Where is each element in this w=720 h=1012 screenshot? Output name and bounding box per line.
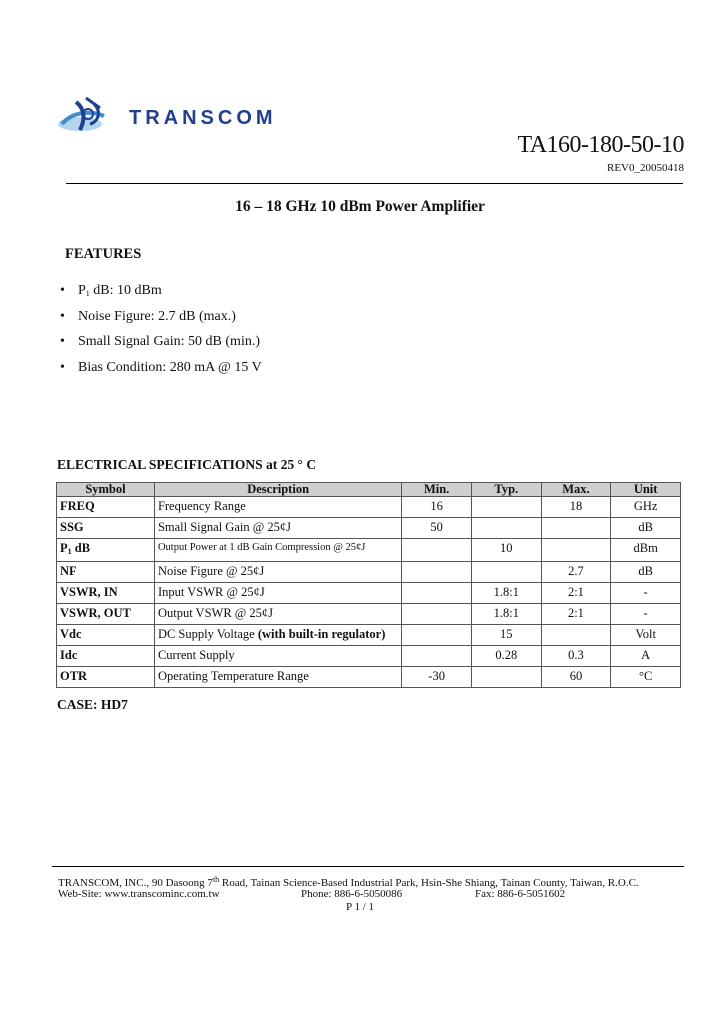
- bullet: •: [60, 308, 65, 324]
- cell-typ: 1.8:1: [471, 604, 541, 625]
- cell-min: [402, 604, 472, 625]
- cell-typ: [471, 562, 541, 583]
- feature-item: [60, 309, 262, 335]
- table-header-row: [57, 483, 681, 497]
- feature-subscript: 1: [85, 289, 90, 298]
- cell-symbol: [57, 646, 155, 667]
- footer-company-text: TRANSCOM, INC., 90 Dasoong 7: [58, 877, 213, 889]
- header-divider: [66, 183, 683, 184]
- cell-description: [154, 625, 401, 646]
- column-header: Typ.: [471, 483, 541, 497]
- cell-description: [154, 497, 401, 518]
- footer-company-text: Road, Tainan Science-Based Industrial Park, Hsin-She Shiang, Tainan County, Taiwan, R.O.C.: [219, 877, 639, 889]
- symbol-text: NF: [60, 564, 77, 578]
- cell-typ: [471, 667, 541, 688]
- brand-name: TRANSCOM: [129, 107, 277, 129]
- case-label: CASE: HD7: [57, 697, 128, 712]
- feature-text: Noise Figure: 2.7 dB (max.): [78, 308, 236, 324]
- cell-description: [154, 667, 401, 688]
- cell-min: [402, 646, 472, 667]
- footer-phone: Phone: 886-6-5050086: [301, 888, 403, 900]
- cell-symbol: [57, 562, 155, 583]
- bullet: •: [60, 359, 65, 375]
- symbol-text: VSWR, OUT: [60, 606, 131, 620]
- description-text: Frequency Range: [157, 499, 246, 513]
- cell-min: [402, 539, 472, 562]
- cell-unit: dBm: [611, 539, 681, 562]
- symbol-text: VSWR, IN: [60, 585, 118, 599]
- footer-website: Web-Site: www.transcominc.com.tw: [58, 888, 220, 900]
- cell-min: [402, 562, 472, 583]
- cell-max: 0.3: [541, 646, 611, 667]
- symbol-tail: dB: [71, 541, 91, 555]
- bullet: •: [60, 334, 65, 349]
- table-row: [57, 646, 681, 667]
- column-header: Symbol: [57, 483, 155, 497]
- table-row: [57, 539, 681, 562]
- table-row: [57, 667, 681, 688]
- cell-unit: A: [611, 646, 681, 667]
- specs-heading: ELECTRICAL SPECIFICATIONS at 25 ° C: [57, 457, 317, 472]
- cell-symbol: [57, 583, 155, 604]
- description-text: Noise Figure @ 25¢J: [157, 564, 265, 578]
- cell-symbol: [57, 604, 155, 625]
- footer-company: [58, 875, 639, 889]
- cell-description: [154, 539, 401, 562]
- cell-min: 16: [402, 497, 472, 518]
- footer-fax: Fax: 886-6-5051602: [475, 888, 566, 900]
- cell-max: [541, 518, 611, 539]
- cell-description: [154, 646, 401, 667]
- description-text: Input VSWR @ 25¢J: [157, 585, 265, 599]
- description-text: Small Signal Gain @ 25¢J: [157, 520, 291, 534]
- column-header: Unit: [611, 483, 681, 497]
- column-header: Min.: [402, 483, 472, 497]
- page-number: P 1 / 1: [345, 901, 374, 913]
- cell-min: [402, 583, 472, 604]
- cell-max: 18: [541, 497, 611, 518]
- cell-typ: 1.8:1: [471, 583, 541, 604]
- cell-symbol: [57, 539, 155, 562]
- cell-description: [154, 518, 401, 539]
- cell-symbol: [57, 497, 155, 518]
- cell-max: 2:1: [541, 604, 611, 625]
- part-number: TA160-180-50-10: [517, 132, 684, 158]
- description-text: Current Supply: [157, 648, 235, 662]
- document-title: 16 – 18 GHz 10 dBm Power Amplifier: [235, 198, 485, 215]
- symbol-text: SSG: [60, 520, 84, 534]
- cell-unit: °C: [611, 667, 681, 688]
- cell-max: [541, 539, 611, 562]
- cell-unit: -: [611, 604, 681, 625]
- cell-unit: -: [611, 583, 681, 604]
- transcom-globe-logo-icon: [56, 94, 126, 136]
- cell-min: -30: [402, 667, 472, 688]
- cell-unit: Volt: [611, 625, 681, 646]
- feature-text: dB: 10 dBm: [89, 283, 162, 298]
- cell-unit: dB: [611, 518, 681, 539]
- feature-text: Bias Condition: 280 mA @ 15 V: [78, 359, 262, 375]
- cell-symbol: [57, 625, 155, 646]
- symbol-text: P: [60, 541, 68, 555]
- bullet: •: [60, 283, 65, 298]
- revision-label: REV0_20050418: [607, 162, 684, 174]
- feature-item: [60, 334, 262, 360]
- footer-divider: [52, 866, 684, 867]
- symbol-text: Vdc: [60, 627, 82, 641]
- cell-unit: GHz: [611, 497, 681, 518]
- cell-typ: [471, 518, 541, 539]
- column-header: Description: [154, 483, 401, 497]
- description-bold: (with built-in regulator): [257, 627, 386, 641]
- table-row: [57, 625, 681, 646]
- cell-description: [154, 604, 401, 625]
- table-row: [57, 604, 681, 625]
- column-header: Max.: [541, 483, 611, 497]
- cell-typ: 15: [471, 625, 541, 646]
- cell-min: 50: [402, 518, 472, 539]
- feature-item: [60, 283, 262, 309]
- specs-table: [56, 482, 681, 688]
- features-heading: FEATURES: [65, 246, 142, 262]
- cell-typ: [471, 497, 541, 518]
- symbol-subscript: 1: [67, 547, 72, 556]
- cell-typ: 10: [471, 539, 541, 562]
- table-row: [57, 497, 681, 518]
- table-row: [57, 583, 681, 604]
- cell-typ: 0.28: [471, 646, 541, 667]
- cell-unit: dB: [611, 562, 681, 583]
- features-list: [60, 283, 262, 385]
- table-row: [57, 518, 681, 539]
- description-text: Output VSWR @ 25¢J: [157, 606, 274, 620]
- cell-max: [541, 625, 611, 646]
- description-text: Output Power at 1 dB Gain Compression @ 25¢J: [157, 542, 366, 553]
- footer-superscript: th: [212, 875, 220, 884]
- cell-max: 60: [541, 667, 611, 688]
- description-text: DC Supply Voltage: [157, 627, 258, 641]
- symbol-text: Idc: [60, 648, 78, 662]
- cell-max: 2:1: [541, 583, 611, 604]
- cell-description: [154, 562, 401, 583]
- table-row: [57, 562, 681, 583]
- symbol-text: OTR: [60, 669, 88, 683]
- cell-description: [154, 583, 401, 604]
- feature-prefix: P: [78, 283, 86, 298]
- feature-text: Small Signal Gain: 50 dB (min.): [78, 334, 260, 349]
- symbol-text: FREQ: [60, 499, 95, 513]
- cell-max: 2.7: [541, 562, 611, 583]
- cell-symbol: [57, 518, 155, 539]
- cell-min: [402, 625, 472, 646]
- feature-item: [60, 360, 262, 386]
- description-text: Operating Temperature Range: [157, 669, 309, 683]
- cell-symbol: [57, 667, 155, 688]
